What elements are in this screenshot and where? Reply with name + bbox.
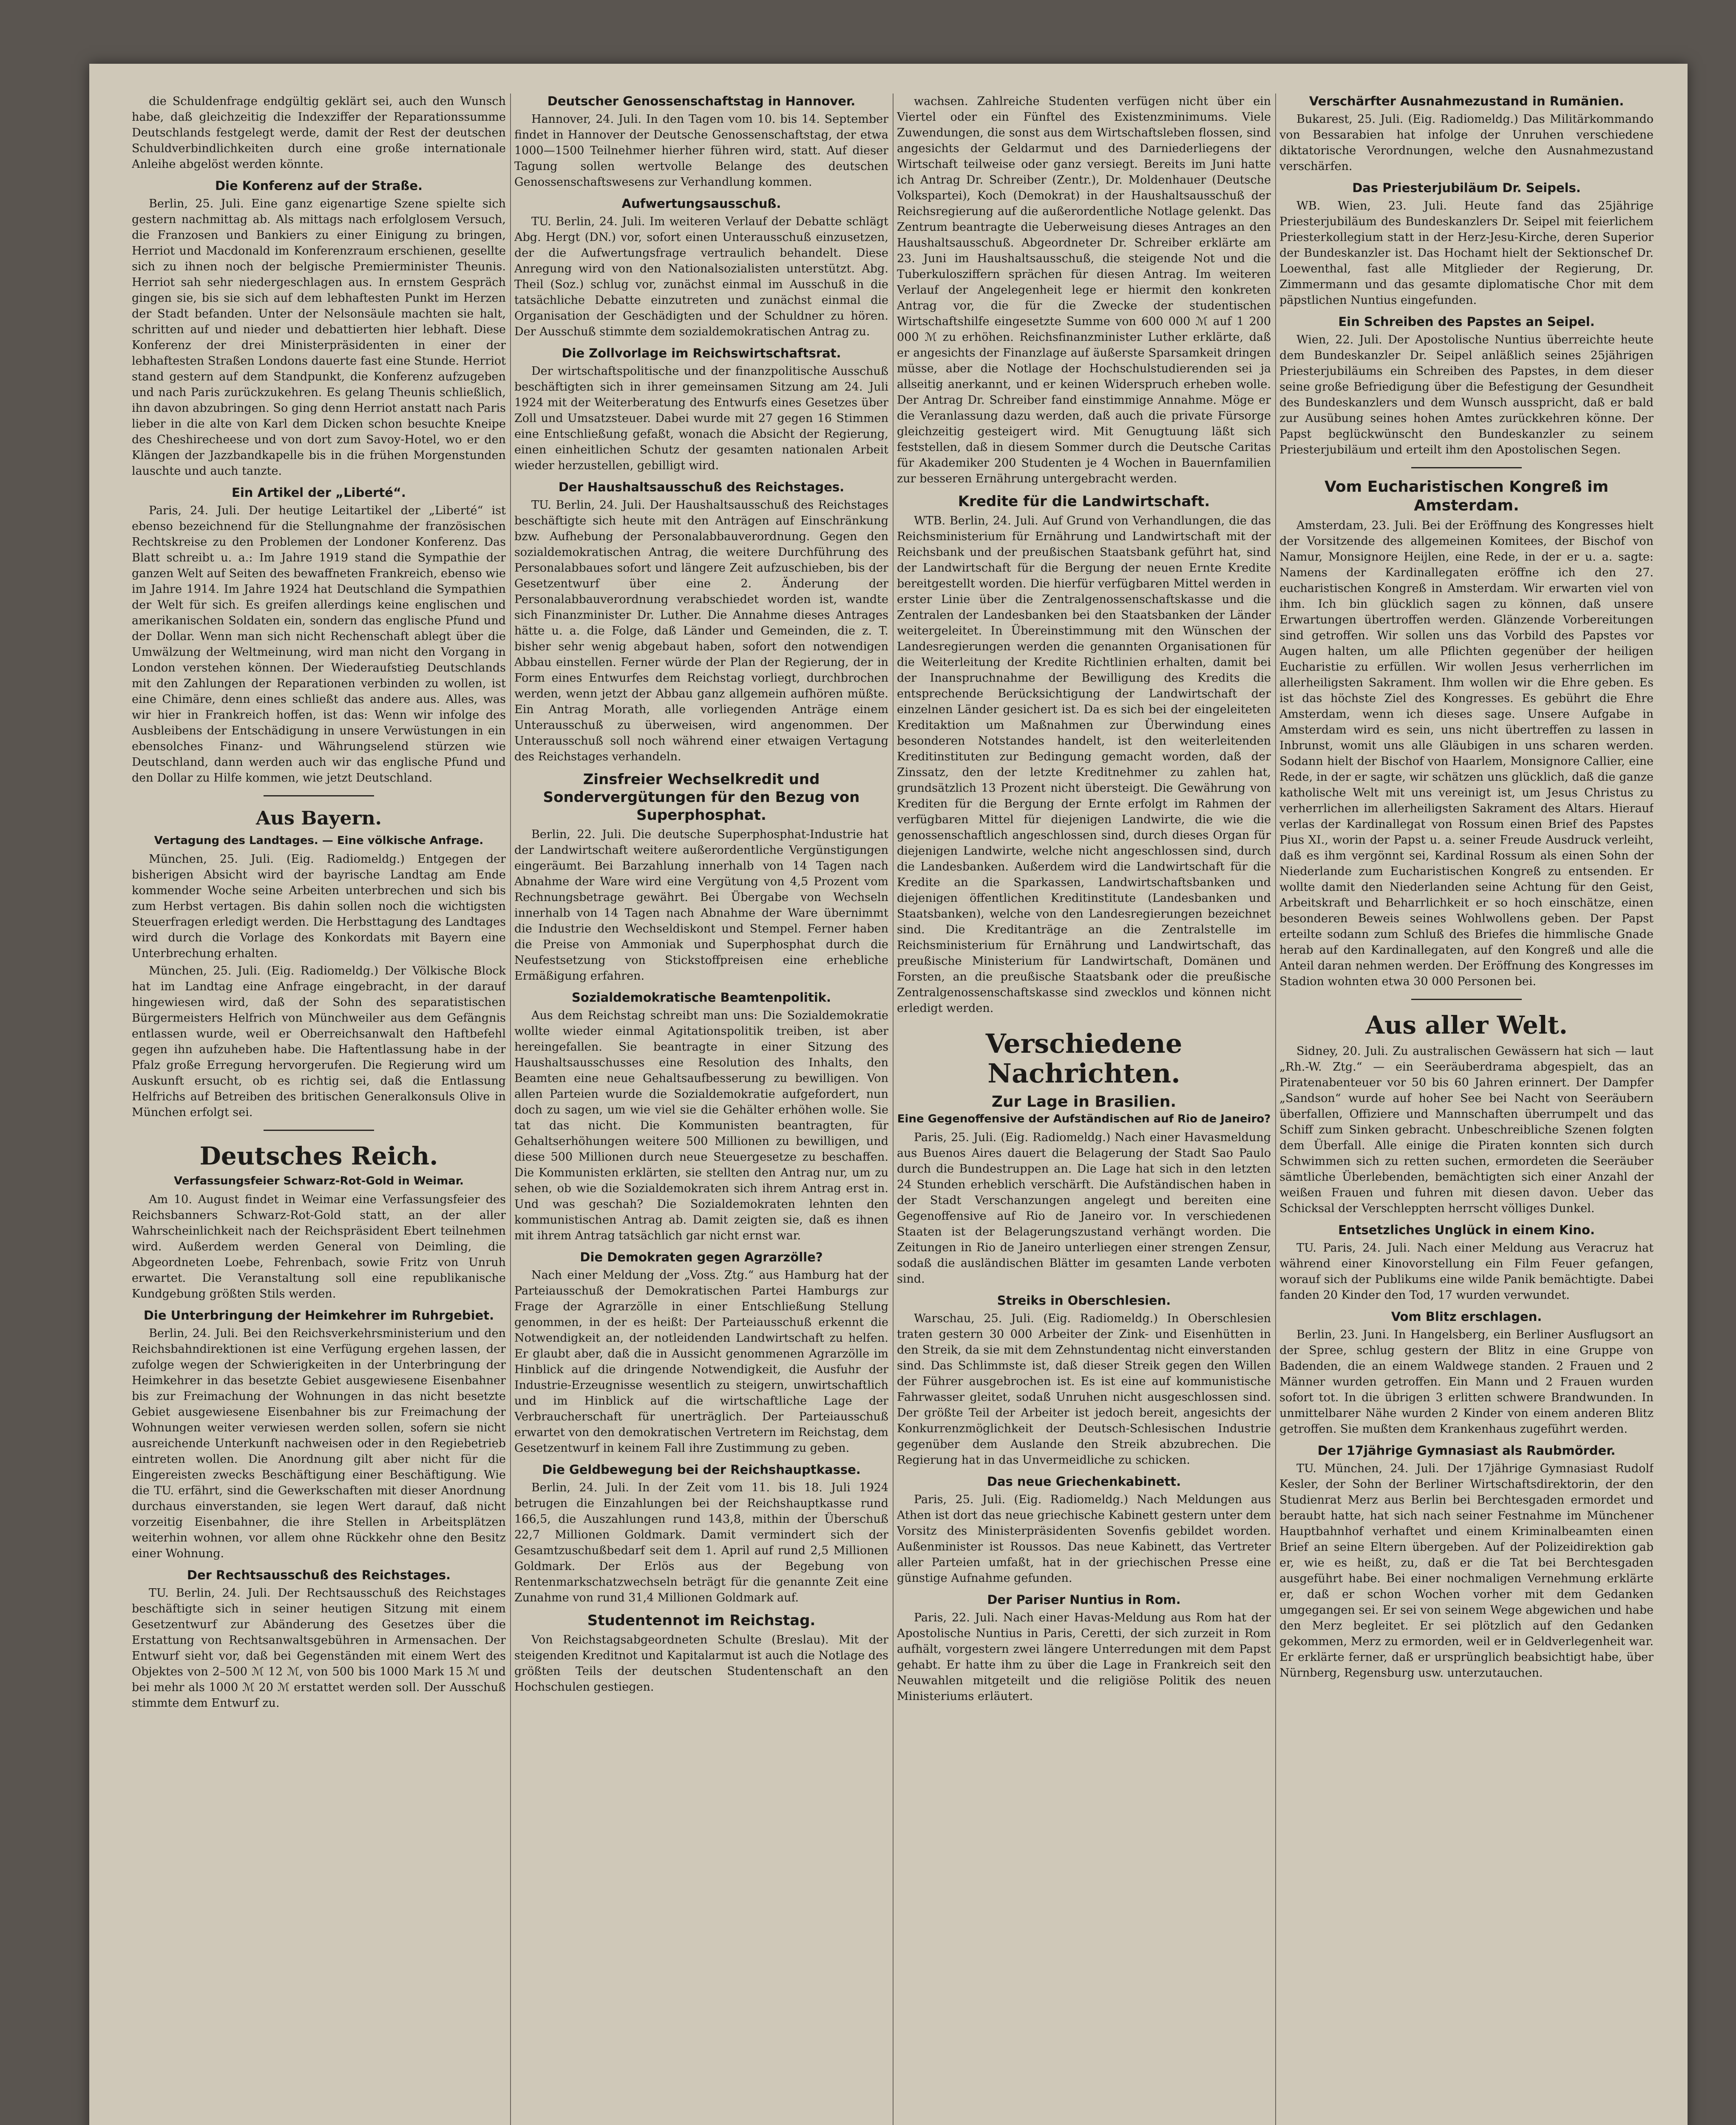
article-headline: Zur Lage in Brasilien. bbox=[991, 1093, 1177, 1111]
article-text: TU. Berlin, 24. Juli. Im weiteren Verlauf der Debatte schlägt Abg. Hergt (DN.) vor, sofort einen Unterausschuß einzusetzen, der die Aufwertungsfrage vertraulich behandelt. Diese Anregung wird von den Nationalsozialisten unterstützt. Abg. Theil (Soz.) schlug vor, zunächst einmal im Ausschuß in die tatsächliche Debatte einzutreten und zunächst einmal die Organisation der Geschädigten und der Schuldner zu hören. Der Ausschuß stimmte dem sozialdemokratischen Antrag zu. bbox=[514, 215, 888, 338]
section-headline: Deutsches Reich. bbox=[199, 1142, 438, 1170]
article-headline: Der Pariser Nuntius in Rom. bbox=[987, 1592, 1181, 1607]
article-subheadline: Verfassungsfeier Schwarz-Rot-Gold in Weimar. bbox=[174, 1175, 464, 1187]
article-headline: Die Zollvorlage im Reichswirtschaftsrat. bbox=[562, 346, 841, 360]
article-text: Am 10. August findet in Weimar eine Verfassungsfeier des Reichsbanners Schwarz-Rot-Gold statt, an der aller Wahrscheinlichkeit nach der Reichspräsident Ebert teilnehmen wird. Außerdem werden General von Deimling, die Abgeordneten Loebe, Fehrenbach, sowie Fritz von Unruh erwartet. Die Veranstaltung soll eine republikanische Kundgebung größten Stils werden. bbox=[132, 1193, 506, 1300]
article-headline: Deutscher Genossenschaftstag in Hannover. bbox=[547, 94, 856, 108]
article-headline: Das neue Griechenkabinett. bbox=[987, 1474, 1181, 1489]
article-text: Aus dem Reichstag schreibt man uns: Die Sozialdemokratie wollte wieder einmal Agitationspolitik treiben, ist aber hereingefallen. Sie beantragte in einer Sitzung des Haushaltsausschusses eine Resolution des Inhalts, den Beamten eine neue Gehaltsaufbesserung zu bewilligen. Von allen Parteien wurde die Sozialdemokratie aufgefordert, nun doch zu sagen, um wie viel sie die Gehälter erhöhen wolle. Sie tat das nicht. Die Kommunisten beantragten, für Gehaltserhöhungen weitere 500 Millionen zu bewilligen, und diese 500 Millionen durch neue Steuergesetze zu beschaffen. Die Kommunisten erklärten, sie stellten den Antrag nur, um zu sehen, ob wie die Sozialdemokraten sich ihrem Antrag erst in. Und was geschah? Die Sozialdemokraten lehnten den kommunistischen Antrag ab. Damit zeigten sie, daß es ihnen mit ihrem Antrag tatsächlich gar nicht ernst war. bbox=[514, 1009, 888, 1242]
article-text: Bukarest, 25. Juli. (Eig. Radiomeldg.) Das Militärkommando von Bessarabien hat infolge der Unruhen verschiedene diktatorische Verordnungen, welche den Ausnahmezustand verschärfen. bbox=[1279, 113, 1654, 173]
article-headline: Aufwertungsausschuß. bbox=[621, 196, 781, 211]
article-headline: Streiks in Oberschlesien. bbox=[997, 1293, 1171, 1308]
article-text: Warschau, 25. Juli. (Eig. Radiomeldg.) In Oberschlesien traten gestern 30 000 Arbeiter der Zink- und Eisenhütten in den Streik, da sie mit dem Zehnstundentag nicht einverstanden sind. Das Schlimmste ist, daß dieser Streik gegen den Willen der Führer ausgebrochen ist. Es ist eine auf kommunistische Fahrwasser gleitet, sodaß Unruhen nicht ausgeschlossen sind. Der größte Teil der Arbeiter ist jedoch bereit, angesichts der Konkurrenzmöglichkeit der Deutsch-Schlesischen Industrie gegenüber dem Auslande den Streik abzubrechen. Die Regierung hat in das Unvermeidliche zu schicken. bbox=[897, 1312, 1271, 1467]
section-headline: Aus Bayern. bbox=[256, 808, 382, 829]
article-headline: Die Demokraten gegen Agrarzölle? bbox=[580, 1250, 823, 1264]
article-headline: Die Geldbewegung bei der Reichshauptkasse. bbox=[542, 1462, 861, 1477]
column-3 bbox=[897, 94, 1271, 1706]
article-headline: Vom Eucharistischen Kongreß im Amsterdam. bbox=[1324, 478, 1609, 514]
article-headline: Sozialdemokratische Beamtenpolitik. bbox=[572, 990, 831, 1005]
divider bbox=[264, 1130, 374, 1131]
section-headline: Aus aller Welt. bbox=[1365, 1011, 1568, 1040]
column-2 bbox=[514, 94, 888, 1697]
article-headline: Entsetzliches Unglück in einem Kino. bbox=[1338, 1223, 1595, 1237]
divider bbox=[264, 795, 374, 796]
article-subheadline: Vertagung des Landtages. — Eine völkische Anfrage. bbox=[154, 834, 484, 847]
article-headline: Die Konferenz auf der Straße. bbox=[215, 178, 423, 193]
column-rule bbox=[510, 94, 511, 2125]
article-text: TU. München, 24. Juli. Der 17jährige Gymnasiast Rudolf Kesler, der Sohn der Berliner Wirtschaftsdirektorin, der den Studienrat Merz aus Berlin bei Berchtesgaden ermordet und beraubt hatte, hat sich nach seiner Festnahme im Münchener Hauptbahnhof verhaftet und einem Kriminalbeamten einen Brief an seine Eltern übergeben. Auf der Polizeidirektion gab er, wie es heißt, zu, daß er die Tat bei Berchtesgaden ausgeführt habe. Bei einer nochmaligen Vernehmung erklärte er, daß er schon Wochen vorher mit dem Gedanken umgegangen sei. Er sei von seinem Wege abgewichen und habe den Merz begleitet. Er sei plötzlich auf den Gedanken gekommen, Merz zu ermorden, weil er in Geldverlegenheit war. Er erklärte ferner, daß er ursprünglich beabsichtigt habe, über Nürnberg, Regensburg usw. unterzutauchen. bbox=[1279, 1462, 1654, 1680]
article-headline: Studentennot im Reichstag. bbox=[587, 1612, 816, 1629]
article-text: Von Reichstagsabgeordneten Schulte (Breslau). Mit der steigenden Kreditnot und Kapitalarmut ist auch die Notlage des größten Teils der deutschen Studentenschaft an den Hochschulen gestiegen. bbox=[514, 1633, 888, 1694]
article-headline: Das Priesterjubiläum Dr. Seipels. bbox=[1352, 181, 1581, 195]
article-text: München, 25. Juli. (Eig. Radiomeldg.) Entgegen der bisherigen Absicht wird der bayrische Landtag am Ende kommender Woche seine Arbeiten unterbrechen und sich bis zum Herbst vertagen. Bis dahin sollen noch die wichtigsten Steuerfragen erledigt werden. Die Herbsttagung des Landtages wird durch die Vorlage des Konkordats mit Bayern eine Unterbrechung erhalten. bbox=[132, 853, 506, 960]
article-headline: Die Unterbringung der Heimkehrer im Ruhrgebiet. bbox=[143, 1308, 494, 1323]
article-text: TU. Berlin, 24. Juli. Der Haushaltsausschuß des Reichstages beschäftigte sich heute mit den Anträgen auf Einschränkung bzw. Aufhebung der Personalabbauverordnung. Gegen den sozialdemokratischen Antrag, die weitere Durchführung des Personalabbaues sofort und längere Zeit aufzuschieben, bis der Gesetzentwurf über eine 2. Änderung der Personalabbauverordnung verabschiedet worden ist, wandte sich Finanzminister Dr. Luther. Die Annahme dieses Antrages hätte u. a. die Folge, daß Länder und Gemeinden, die z. T. bisher sehr wenig abgebaut haben, sofort den notwendigen Abbau einstellen. Ferner würde der Plan der Regierung, der in Form eines Entwurfes dem Reichstag vorliegt, durchbrochen werden, wenn jetzt der Abbau ganz allgemein aufhören müßte. Ein Antrag Morath, alle vorliegenden Anträge einem Unterausschuß zu überweisen, wird angenommen. Der Unterausschuß soll noch während einer etwaigen Vertagung des Reichstages verhandeln. bbox=[514, 499, 888, 763]
article-text: München, 25. Juli. (Eig. Radiomeldg.) Der Völkische Block hat im Landtag eine Anfrage eingebracht, in der darauf hingewiesen wird, daß der Sohn des separatistischen Bürgermeisters Helfrich von Münchweiler aus dem Gefängnis entlassen wurde, weil er Oberreichsanwalt den Haftbefehl gegen ihn aufzuheben habe. Die Haftentlassung habe in der Pfalz große Erregung hervorgerufen. Die Regierung wird um Auskunft ersucht, ob es richtig sei, daß die Entlassung Helfrichs auf Betreiben des britischen Generalkonsuls Olive in München erfolgt sei. bbox=[132, 964, 506, 1119]
article-text: Wien, 22. Juli. Der Apostolische Nuntius überreichte heute dem Bundeskanzler Dr. Seipel anläßlich seines 25jährigen Priesterjubiläums ein Schreiben des Papstes, in dem dieser seine große Befriedigung über die Befestigung der Gesundheit des Bundeskanzlers und dem Wunsch ausspricht, daß er bald zur Ausübung seines hohen Amtes zurückkehren könne. Der Papst beglückwünscht den Bundeskanzler zu seinem Priesterjubiläum und erteilt ihm den Apostolischen Segen. bbox=[1279, 333, 1654, 456]
article-text: Paris, 25. Juli. (Eig. Radiomeldg.) Nach Meldungen aus Athen ist dort das neue griechische Kabinett gestern unter dem Vorsitz des Ministerpräsidenten Sovenfis gebildet worden. Außenminister ist Roussos. Das neue Kabinett, das Vertreter aller Parteien umfaßt, hat in der griechischen Presse eine günstige Aufnahme gefunden. bbox=[897, 1493, 1271, 1585]
article-text: Paris, 22. Juli. Nach einer Havas-Meldung aus Rom hat der Apostolische Nuntius in Paris, Ceretti, der sich zurzeit in Rom aufhält, vorgestern zwei längere Unterredungen mit dem Papst gehabt. Er hatte ihm zu über die Lage in Frankreich seit den Neuwahlen mitgeteilt und die religiöse Politik des neuen Ministeriums erläutert. bbox=[897, 1611, 1271, 1703]
article-subheadline: Eine Gegenoffensive der Aufständischen auf Rio de Janeiro? bbox=[897, 1113, 1271, 1125]
article-headline: Der 17jährige Gymnasiast als Raubmörder. bbox=[1317, 1443, 1616, 1458]
column-4 bbox=[1279, 94, 1654, 1683]
article-text: Berlin, 22. Juli. Die deutsche Superphosphat-Industrie hat der Landwirtschaft weitere außerordentliche Vergünstigungen eingeräumt. Bei Barzahlung innerhalb von 14 Tagen nach Abnahme der Ware wird eine Vergütung von 4,5 Prozent vom Rechnungsbetrage gewährt. Bei Übergabe von Wechseln innerhalb von 14 Tagen nach Abnahme der Ware übernimmt die Industrie den Wechseldiskont und Stempel. Ferner haben die Preise von Ammoniak und Superphosphat durch die Neufestsetzung von Stickstoffpreisen eine erhebliche Ermäßigung erfahren. bbox=[514, 828, 888, 983]
article-text: die Schuldenfrage endgültig geklärt sei, auch den Wunsch habe, daß gleichzeitig die Indexziffer der Reparationssumme Deutschlands festgelegt werde, damit der Rest der deutschen Schuldverbindlichkeiten durch eine große internationale Anleihe abgelöst werden könnte. bbox=[132, 95, 506, 171]
article-text: WB. Wien, 23. Juli. Heute fand das 25jährige Priesterjubiläum des Bundeskanzlers Dr. Seipel mit feierlichem Priesterkollegium statt in der Herz-Jesu-Kirche, deren Superior der Bundeskanzler ist. Das Hochamt hielt der Sektionschef Dr. Loewenthal, fast alle Mitglieder der Regierung, Dr. Zimmermann und das gesamte diplomatische Chor mit dem päpstlichen Nuntius eingefunden. bbox=[1279, 199, 1654, 307]
article-text: Der wirtschaftspolitische und der finanzpolitische Ausschuß beschäftigten sich in ihrer gemeinsamen Sitzung am 24. Juli 1924 mit der Weiterberatung des Entwurfs eines Gesetzes über Zoll und Umsatzsteuer. Dabei wurde mit 27 gegen 16 Stimmen eine Entschließung gefaßt, wonach die Absicht der Regierung, einen einheitlichen Schutz der gesamten nationalen Arbeit wieder herzustellen, gebilligt wird. bbox=[514, 365, 888, 472]
article-text: Paris, 25. Juli. (Eig. Radiomeldg.) Nach einer Havasmeldung aus Buenos Aires dauert die Belagerung der Stadt Sao Paulo durch die Bundestruppen an. Die Lage hat sich in den letzten 24 Stunden erheblich verschärft. Die Aufständischen haben in der Stadt Verschanzungen angelegt und bereiten eine Gegenoffensive auf Rio de Janeiro vor. In verschiedenen Staaten ist der Belagerungszustand verhängt worden. Die Zeitungen in Rio de Janeiro unterliegen einer strengen Zensur, sodaß die ausländischen Blätter im gesamten Lande verboten sind. bbox=[897, 1131, 1271, 1286]
article-headline: Kredite für die Landwirtschaft. bbox=[958, 493, 1210, 510]
article-text: Berlin, 23. Juni. In Hangelsberg, ein Berliner Ausflugsort an der Spree, schlug gestern der Blitz in eine Gruppe von Badenden, die an einem Waldwege standen. 2 Frauen und 2 Männer wurden getroffen. Ein Mann und 2 Frauen wurden sofort tot. In die übrigen 3 erlitten schwere Brandwunden. In unmittelbarer Nähe wurden 2 Kinder von einem anderen Blitz getroffen. Sie mußten dem Krankenhaus zugeführt werden. bbox=[1279, 1328, 1654, 1436]
article-text: Nach einer Meldung der „Voss. Ztg.“ aus Hamburg hat der Parteiausschuß der Demokratischen Partei Hamburgs zur Frage der Agrarzölle in einer Entschließung Stellung genommen, in der es heißt: Der Parteiausschuß erkennt die Notwendigkeit an, der notleidenden Landwirtschaft zu helfen. Er glaubt aber, daß die in Aussicht genommenen Agrarzölle im Hinblick auf die dringende Notwendigkeit, die Ausfuhr der Industrie-Erzeugnisse wesentlich zu steigern, unwirtschaftlich und im Hinblick auf die wirtschaftliche Lage der Verbraucherschaft für unerträglich. Der Parteiausschuß erwartet von den demokratischen Vertretern im Reichstag, dem Gesetzentwurf in keinem Fall ihre Zustimmung zu geben. bbox=[514, 1269, 888, 1455]
article-text: Berlin, 24. Juli. In der Zeit vom 11. bis 18. Juli 1924 betrugen die Einzahlungen bei der Reichshauptkasse rund 166,5, die Auszahlungen rund 143,8, mithin der Überschuß 22,7 Millionen Goldmark. Damit vermindert sich der Gesamtzuschußbedarf seit dem 1. April auf rund 2,5 Millionen Goldmark. Der Erlös aus der Begebung von Rentenmarkschatzwechseln beträgt für die genannte Zeit eine Zunahme von rund 31,4 Millionen Goldmark auf. bbox=[514, 1481, 888, 1604]
column-rule bbox=[893, 94, 894, 2125]
column-1 bbox=[132, 94, 506, 1713]
article-headline: Zinsfreier Wechselkredit und Sondervergütungen für den Bezug von Superphosphat. bbox=[543, 771, 860, 824]
article-headline: Vom Blitz erschlagen. bbox=[1391, 1309, 1542, 1324]
divider bbox=[1411, 467, 1522, 468]
article-text: WTB. Berlin, 24. Juli. Auf Grund von Verhandlungen, die das Reichsministerium für Ernährung und Landwirtschaft mit der Reichsbank und der preußischen Staatsbank geführt hat, sind der Landwirtschaft für die Bergung der neuen Ernte Kredite bereitgestellt worden. Die hierfür verfügbaren Mittel werden in erster Linie über die Zentralgenossenschaftskasse und die Zentralen der Landesbanken bei den Staatsbanken der Länder weitergeleitet. In Übereinstimmung mit den Wünschen der Landesregierungen werden die genannten Organisationen für die Weiterleitung der Kredite Richtlinien erhalten, damit bei der Inanspruchnahme der Bewilligung des Kredits die entsprechende Berücksichtigung der Landwirtschaft der einzelnen Länder gesichert ist. Da es sich bei der eingeleiteten Kreditaktion um Maßnahmen zur Überwindung eines besonderen Notstandes handelt, ist den weiterleitenden Kreditinstituten zur Bedingung gemacht worden, daß der Zinssatz, den der letzte Kreditnehmer zu zahlen hat, grundsätzlich 13 Prozent nicht übersteigt. Die Gewährung von Krediten für die Bergung der Ernte erfolgt im Rahmen der verfügbaren Mittel für diejenigen Landwirte, die wie die genossenschaftlich angeschlossen sind, durch dieses Organ für diejenigen Landwirte, welche nicht angeschlossen sind, durch die Landesbanken. Außerdem wird die Landwirtschaft für die Kredite an die Sparkassen, Landwirtschaftsbanken und diejenigen öffentlichen Kreditinstitute (Landesbanken und Staatsbanken), welche von den Landesregierungen bezeichnet sind. Die Kreditanträge an die Zentralstelle im Reichsministerium für Ernährung und Landwirtschaft, das preußische Ministerium für Landwirtschaft, Domänen und Forsten, an die preußische Staatsbank oder die preußische Zentralgenossenschaftskasse sind zwecklos und können nicht erledigt werden. bbox=[897, 514, 1271, 1015]
article-text: Berlin, 25. Juli. Eine ganz eigenartige Szene spielte sich gestern nachmittag ab. Als mittags nach erfolglosem Versuch, die Franzosen und Bankiers zu einer Einigung zu bringen, Herriot und Macdonald im Konferenzraum erschienen, gesellte sich zu ihnen noch der belgische Premierminister Theunis. Herriot sah sehr niedergeschlagen aus. In ernstem Gespräch gingen sie, bis sie sich auf dem lebhaftesten Punkt im Herzen der Stadt befanden. Unter der Nelsonsäule machten sie halt, schritten auf und nieder und debattierten hier lebhaft. Diese Konferenz der drei Ministerpräsidenten in einer der lebhaftesten Straßen Londons dauerte fast eine Stunde. Herriot stand gestern auf dem Standpunkt, die Konferenz aufzugeben und nach Paris zurückzukehren. Es gelang Theunis schließlich, ihn davon abzubringen. So ging denn Herriot anstatt nach Paris lieber in die alte von Karl dem Dicken schon besuchte Kneipe des Cheshirecheese und von dort zum Savoy-Hotel, wo er den Klängen der Jazzbandkapelle bis in die frühen Morgenstunden lauschte und auch tanzte. bbox=[132, 197, 506, 478]
article-text: Paris, 24. Juli. Der heutige Leitartikel der „Liberté“ ist ebenso bezeichnend für die Stellungnahme der französischen Rechtskreise zu den Problemen der Londoner Konferenz. Das Blatt schreibt u. a.: Im Jahre 1919 stand die Sympathie der ganzen Welt auf Seiten des bewaffneten Frankreich, ebenso wie im Jahre 1914. Im Jahre 1924 hat Deutschland die Sympathien der Welt für sich. Es greifen allerdings keine englischen und amerikanischen Soldaten ein, sondern das englische Pfund und der Dollar. Wenn man sich nicht Rechenschaft ablegt über die Umwälzung der Weltmeinung, wird man nicht den Vorgang in London verstehen können. Der Wiederaufstieg Deutschlands mit den Zahlungen der Reparationen verbinden zu wollen, ist eine Chimäre, denn eines schließt das andere aus. Alles, was wir hier in Frankreich hoffen, ist das: Wenn wir infolge des Ausbleibens der Entschädigung in unsere Verwüstungen in ein ebensolches Finanz- und Währungselend stürzen wie Deutschland, dann werden auch wir das englische Pfund und den Dollar zu Hilfe kommen, wie jetzt Deutschland. bbox=[132, 504, 506, 785]
article-text: TU. Paris, 24. Juli. Nach einer Meldung aus Veracruz hat während einer Kinovorstellung ein Film Feuer gefangen, worauf sich der Publikums eine wilde Panik bemächtigte. Dabei fanden 20 Kinder den Tod, 17 wurden verwundet. bbox=[1279, 1241, 1654, 1302]
article-text: TU. Berlin, 24. Juli. Der Rechtsausschuß des Reichstages beschäftigte sich in seiner heutigen Sitzung mit einem Gesetzentwurf zur Abänderung des Gesetzes über die Erstattung von Rechtsanwaltsgebühren in Armensachen. Der Entwurf sieht vor, daß bei Gegenständen mit einem Wert des Objektes von 2–500 ℳ 12 ℳ, von 500 bis 1000 Mark 15 ℳ und bei mehr als 1000 ℳ 20 ℳ erstattet werden soll. Der Ausschuß stimmte dem Entwurf zu. bbox=[132, 1587, 506, 1710]
article-headline: Der Haushaltsausschuß des Reichstages. bbox=[558, 480, 845, 494]
divider bbox=[1411, 999, 1522, 1000]
article-text: Hannover, 24. Juli. In den Tagen vom 10. bis 14. September findet in Hannover der Deutsche Genossenschaftstag, der etwa 1000—1500 Teilnehmer hierher führen wird, statt. Auf dieser Tagung sollen wertvolle Belange des deutschen Genossenschaftswesens zur Verhandlung kommen. bbox=[514, 113, 888, 189]
article-text: Berlin, 24. Juli. Bei den Reichsverkehrsministerium und den Reichsbahndirektionen ist eine Verfügung ergehen lassen, der zufolge wegen der Schwierigkeiten in der Unterbringung der Heimkehrer in das besetzte Gebiet ausgewiesene Eisenbahner bis zur Freimachung der Wohnungen in das nicht besetzte Gebiet ausgewiesene Eisenbahner bis zur Freimachung der Wohnungen weiter verwiesen werden sollen, sofern sie nicht ausreichende Unterkunft nachweisen oder in den Regiebetrieb eintreten wollen. Die Anordnung gilt aber nicht für die Eingereisten zwecks Beschäftigung einer Beschäftigung. Wie die TU. erfährt, sind die Gewerkschaften mit dieser Anordnung durchaus einverstanden, sie legen Wert darauf, daß nicht vorzeitig Eisenbahner, die ihre Stellen in Arbeitsplätzen weiterhin wohnen, vor allem ohne Rückkehr ohne den Besitz einer Wohnung. bbox=[132, 1327, 506, 1560]
article-text: Amsterdam, 23. Juli. Bei der Eröffnung des Kongresses hielt der Vorsitzende des allgemeinen Komitees, der Bischof von Namur, Monsignore Heijlen, eine Rede, in der er u. a. sagte: Namens der Kardinallegaten eröffne ich den 27. eucharistischen Kongreß in Amsterdam. Wir erwarten viel von ihm. Ich bin glücklich sagen zu können, daß unsere Erwartungen übertroffen werden. Glänzende Vorbereitungen sind getroffen. Wir sollen uns das Vorbild des Papstes vor Augen halten, um alle Pflichten gegenüber der heiligen Eucharistie zu erfüllen. Wir wollen Jesus verherrlichen im allerheiligsten Sakrament. Ihm wollen wir die Ehre geben. Es ist das höchste Ziel des Kongresses. Es gebührt die Ehre Amsterdam, wenn ich dieses sage. Unsere Aufgabe in Amsterdam wird es sein, uns nicht übertreffen zu lassen in Inbrunst, womit uns alle Gläubigen in uns scharen werden. Sodann hielt der Bischof von Haarlem, Monsignore Callier, eine Rede, in der er sagte, wir schätzen uns glücklich, daß die ganze katholische Welt mit uns vereinigt ist, um Jesus Christus zu verherrlichen im allerheiligsten Sakrament des Altars. Hierauf verlas der Kardinallegat von Rossum einen Brief des Papstes Pius XI., worin der Papst u. a. seiner Freude Ausdruck verleiht, daß es ihm vergönnt sei, Kardinal Rossum als einen Sohn der Niederlande zum Eucharistischen Kongreß zu entsenden. Er wollte damit den Niederlanden seine Achtung für den Geist, Arbeitskraft und Beharrlichkeit er so hoch einschätze, einen besonderen Beweis seines Wohlwollens geben. Der Papst erteilte sodann zum Schluß des Briefes die himmlische Gnade herab auf den Kardinallegaten, auf den Kongreß und alle die Anteil daran nehmen werden. Der Eröffnung des Kongresses im Stadion wohnten etwa 30 000 Personen bei. bbox=[1279, 519, 1654, 988]
article-text: wachsen. Zahlreiche Studenten verfügen nicht über ein Viertel oder ein Fünftel des Existenzminimums. Viele Zuwendungen, die sonst aus dem Wirtschaftsleben flossen, sind angesichts der Geldarmut und des Darniederliegens der Wirtschaft teilweise oder ganz versiegt. Bereits im Juni hatte ich Antrag Dr. Schreiber (Zentr.), Dr. Moldenhauer (Deutsche Volkspartei), Koch (Demokrat) in der Haushaltsausschuß der Reichsregierung auf die außerordentliche Notlage gelenkt. Das Zentrum beantragte die Ueberweisung dieses Antrages an den Haushaltsausschuß. Abgeordneter Dr. Schreiber erklärte am 23. Juni im Haushaltsausschuß, die steigende Not und die Tuberkulosziffern sprächen für diesen Antrag. Im weiteren Verlauf der Angelegenheit lege er hiermit den konkreten Antrag vor, die für die Zwecke der studentischen Wirtschaftshilfe eingesetzte Summe von 600 000 ℳ auf 1 200 000 ℳ zu erhöhen. Reichsfinanzminister Luther erklärte, daß er angesichts der Finanzlage auf äußerste Sparsamkeit dringen müsse, aber die Notlage der Hochschulstudierenden sei ja allseitig anerkannt, und er keinen Widerspruch erheben wolle. Der Antrag Dr. Schreiber fand einstimmige Annahme. Möge er die Veranlassung dazu werden, daß auch die private Fürsorge gleichzeitig gesteigert wird. Mit Genugtuung läßt sich feststellen, daß in diesem Sommer durch die Deutsche Caritas für Akademiker 200 Studenten je 4 Wochen in Bauernfamilien zur besseren Ernährung untergebracht werden. bbox=[897, 95, 1271, 485]
article-headline: Der Rechtsausschuß des Reichstages. bbox=[187, 1568, 451, 1582]
article-headline: Ein Artikel der „Liberté“. bbox=[232, 485, 406, 500]
newspaper-page bbox=[89, 64, 1688, 2125]
article-headline: Verschärfter Ausnahmezustand in Rumänien. bbox=[1309, 94, 1624, 108]
section-headline: Verschiedene Nachrichten. bbox=[985, 1028, 1183, 1089]
column-rule bbox=[1275, 94, 1276, 2125]
article-text: Sidney, 20. Juli. Zu australischen Gewässern hat sich — laut „Rh.-W. Ztg.“ — ein Seeräuberdrama abgespielt, das an Piratenabenteuer vor 50 bis 60 Jahren erinnert. Der Dampfer „Sandson“ wurde auf hoher See bei Nacht von Seeräubern überfallen, Offiziere und Mannschaften überrumpelt und das Schiff zum Sinken gebracht. Unbeschreibliche Szenen folgten dem Überfall. Alle einige die Piraten konnten sich durch Schwimmen sich zu retten suchen, ermordeten die Seeräuber sämtliche Überlebenden, bemächtigten sich einer Anzahl der weißen Frauen und fuhren mit diesen davon. Ueber das Schicksal der Verschleppten herrscht völliges Dunkel. bbox=[1279, 1045, 1654, 1215]
article-headline: Ein Schreiben des Papstes an Seipel. bbox=[1338, 314, 1595, 329]
